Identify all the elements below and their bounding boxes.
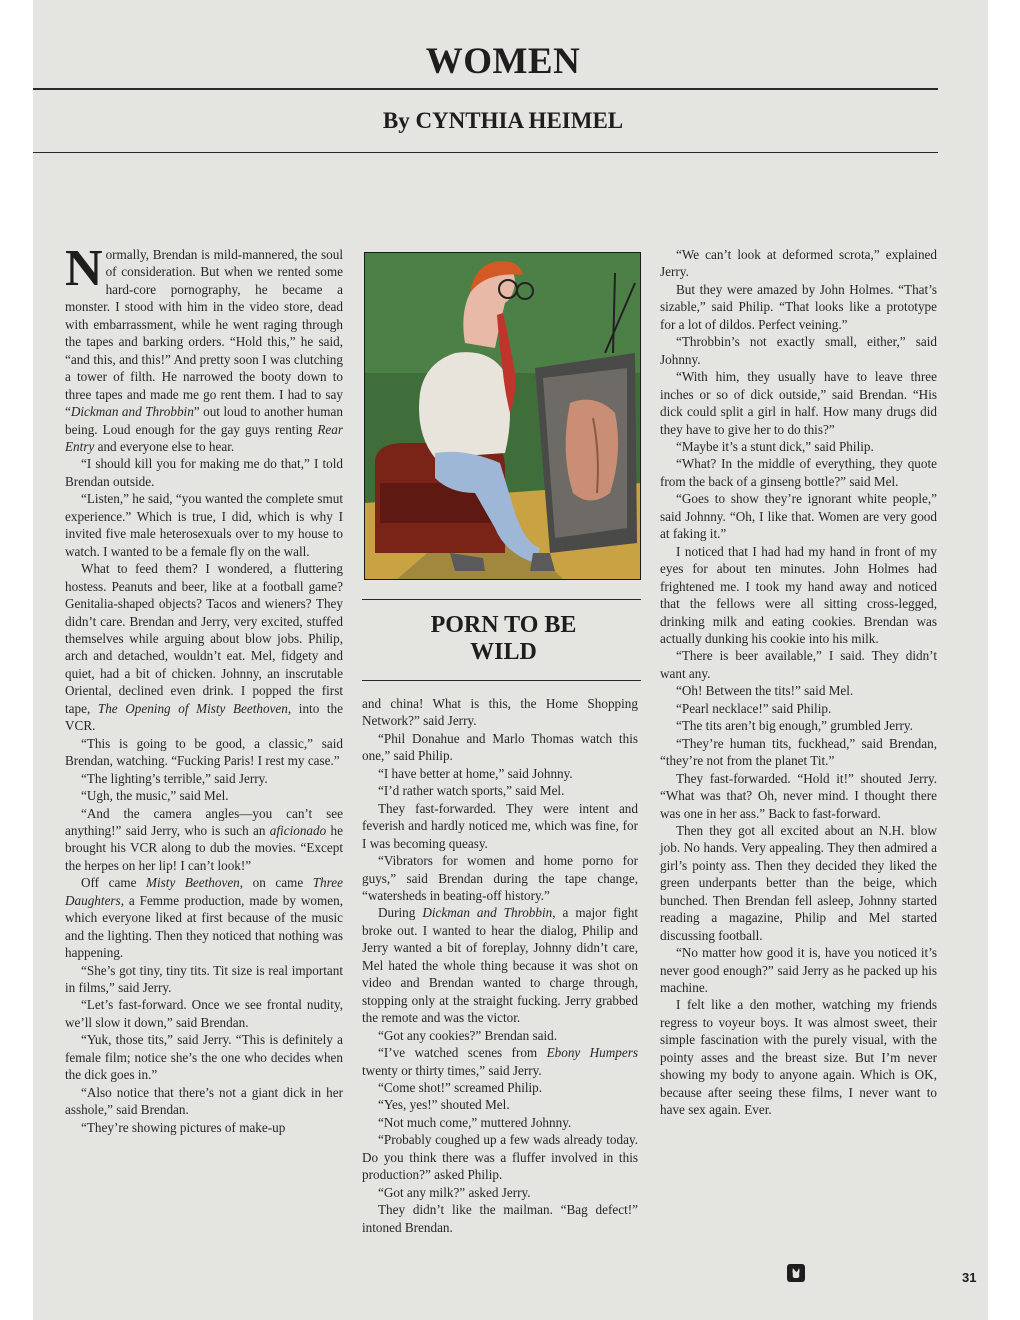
- paragraph: “Got any cookies?” Brendan said.: [378, 1027, 558, 1043]
- paragraph: “Phil Donahue and Marlo Thomas watch this one,” said Philip.: [362, 730, 638, 764]
- byline: By CYNTHIA HEIMEL: [382, 108, 624, 133]
- bunny-logo-icon: [787, 1264, 805, 1282]
- film-title: Ebony Humpers: [546, 1045, 638, 1061]
- title-rule: [33, 88, 938, 90]
- paragraph: “Not much come,” muttered Johnny.: [378, 1114, 572, 1130]
- paragraph: “The tits aren’t big enough,” grumbled Jerry.: [676, 718, 913, 734]
- paragraph: “Yes, yes!” shouted Mel.: [378, 1097, 510, 1113]
- paragraph: “Oh! Between the tits!” said Mel.: [676, 683, 854, 699]
- film-title: The Opening of Misty Beethoven: [97, 700, 288, 716]
- paragraph: “Maybe it’s a stunt dick,” said Philip.: [676, 438, 874, 454]
- illustration-man-watching-tv: [365, 253, 641, 580]
- paragraph: “Let’s fast-forward. Once we see frontal nudity, we’ll slow it down,” said Brendan.: [65, 997, 343, 1030]
- paragraph: During Dickman and Throbbin, a major fight broke out. I wanted to hear the dialog, Philip and Jerry wanted a bit of foreplay, Johnny didn’t care, Mel hated the whole thing because it was shot on video and Brendan wanted to charge through, stopping only at the straight fucking. Jerry grabbed the remote and was the victor.: [362, 905, 638, 1026]
- paragraph: “Yuk, those tits,” said Jerry. “This is definitely a female film; notice she’s the one who decides when the dick goes in.”: [65, 1032, 343, 1083]
- paragraph: “Come shot!” screamed Philip.: [378, 1079, 543, 1095]
- paragraph: “Also notice that there’s not a giant dick in her asshole,” said Brendan.: [65, 1084, 343, 1118]
- paragraph: “Throbbin’s not exactly small, either,” said Johnny.: [660, 334, 937, 367]
- paragraph: “Listen,” he said, “you wanted the complete smut experience.” Which is true, I did, which is why I invited five male heterosexuals over to my house to watch. I wanted to be a female fly on the wall.: [65, 491, 343, 559]
- article-column-1: [65, 240, 343, 1136]
- paragraph: I noticed that I had had my hand in front of my eyes for about ten minutes. John Holmes had frightened me. I took my hand away and noticed that the fellows were all sitting cross-legged, drinking milk and eating cookies. Brendan was actually dunking his cookie into his milk.: [660, 543, 937, 646]
- paragraph: “Got any milk?” asked Jerry.: [378, 1184, 531, 1200]
- paragraph: “They’re human tits, fuckhead,” said Brendan, “they’re not from the planet Tit.”: [660, 735, 937, 769]
- headline-line-1: PORN TO BE: [430, 612, 577, 638]
- headline-bottom-rule: [362, 680, 641, 681]
- article-column-3: [660, 246, 937, 1119]
- paragraph: They fast-forwarded. They were intent and feverish and hardly noticed me, which was fine, for I was becoming queasy.: [362, 800, 638, 851]
- paragraph: “She’s got tiny, tiny tits. Tit size is real important in films,” said Jerry.: [65, 962, 343, 996]
- paragraph: Then they got all excited about an N.H. blow job. No hands. Very appealing. They then admired a girl’s pointy ass. Then they decided they liked the green underpants better than the beige, which bunched. Then Brendan fell asleep, Johnny started reading a magazine, Philip and Mel started discussing football.: [660, 822, 937, 943]
- paragraph: Off came Misty Beethoven, on came Three Daughters, a Femme production, made by women, which everyone liked at first because of the music and the lighting. Then they noticed that nothing was happening.: [65, 875, 343, 961]
- paragraph: What to feed them? I wondered, a fluttering hostess. Peanuts and beer, like at a football game? Genitalia-shaped objects? Tacos and wieners? They didn’t care. Brendan and Jerry, very excited, stuffed themselves while arguing about blow jobs. Philip, arch and detached, wouldn’t eat. Mel, fidgety and quiet, had a bit of chicken. Johnny, an inscrutable Oriental, declined even drink. I popped the first tape, The Opening of Misty Beethoven, into the VCR.: [65, 561, 343, 734]
- paragraph: “I’d rather watch sports,” said Mel.: [378, 783, 565, 799]
- paragraph: “Goes to show they’re ignorant white people,” said Johnny. “Oh, I like that. Women are very good at faking it.”: [660, 491, 937, 542]
- paragraph: “We can’t look at deformed scrota,” explained Jerry.: [660, 247, 937, 280]
- paragraph: “I should kill you for making me do that,” I told Brendan outside.: [65, 456, 343, 489]
- paragraph: “I’ve watched scenes from Ebony Humpers twenty or thirty times,” said Jerry.: [362, 1045, 638, 1078]
- film-title: Misty Beethoven: [146, 875, 240, 891]
- magazine-page: [33, 0, 988, 1320]
- paragraph: “They’re showing pictures of make-up: [81, 1119, 286, 1135]
- article-illustration: [364, 252, 641, 580]
- film-title: Three Daughters: [65, 875, 343, 908]
- article-headline: [362, 612, 645, 666]
- paragraph: They didn’t like the mailman. “Bag defect!” intoned Brendan.: [362, 1202, 638, 1235]
- film-title: Rear Entry: [65, 421, 343, 454]
- film-title: Dickman and Throbbin: [70, 404, 194, 420]
- paragraph: “Probably coughed up a few wads already today. Do you think there was a fluffer involved in this production?” asked Philip.: [362, 1132, 638, 1183]
- film-title: Dickman and Throbbin: [422, 905, 553, 921]
- paragraph: “Ugh, the music,” said Mel.: [81, 788, 229, 804]
- article-column-2: [362, 695, 638, 1236]
- paragraph: Normally, Brendan is mild-mannered, the soul of consideration. But when we rented some hard-core pornography, he became a monster. I stood with him in the video store, dead with embarrassment, while he went raging through the tapes and barking orders. “Hold this,” he said, “and this, and this!” And pretty soon I was clutching a tower of filth. He narrowed the booty down to three tapes and made me go rent them. I had to say “Dickman and Throbbin” out loud to another human being. Loud enough for the gay guys renting Rear Entry and everyone else to hear.: [65, 240, 343, 454]
- paragraph: “There is beer available,” I said. They didn’t want any.: [660, 648, 937, 681]
- paragraph: But they were amazed by John Holmes. “That’s sizable,” said Philip. “That looks like a prototype for a lot of dildos. Perfect veining.”: [660, 281, 937, 332]
- headline-top-rule: [362, 599, 641, 600]
- paragraph: and china! What is this, the Home Shopping Network?” said Jerry.: [362, 696, 638, 729]
- paragraph: “I have better at home,” said Johnny.: [378, 765, 573, 781]
- drop-cap: N: [65, 240, 103, 297]
- page-number: 31: [962, 1270, 977, 1285]
- paragraph: “The lighting’s terrible,” said Jerry.: [81, 770, 268, 786]
- paragraph: “Vibrators for women and home porno for guys,” said Brendan during the tape change, “watersheds in beating-off history.”: [362, 853, 638, 903]
- paragraph: “What? In the middle of everything, they quote from the back of a ginseng bottle?” said Mel.: [660, 456, 937, 489]
- section-title: WOMEN: [425, 41, 581, 82]
- byline-rule: [33, 152, 938, 153]
- paragraph: “And the camera angles—you can’t see anything!” said Jerry, who is such an aficionado he brought his VCR along to dub the movies. “Except the herpes on her lip! I can’t look!”: [65, 805, 343, 873]
- paragraph: “Pearl necklace!” said Philip.: [676, 700, 832, 716]
- paragraph: “With him, they usually have to leave three inches or so of dick outside,” said Brendan. “His dick could split a girl in half. How many drugs did they have to give her to do this?”: [660, 369, 937, 437]
- paragraph: “This is going to be good, a classic,” said Brendan, watching. “Fucking Paris! I rest my case.”: [65, 735, 343, 769]
- headline-line-2: WILD: [470, 639, 537, 665]
- paragraph: I felt like a den mother, watching my friends regress to voyeur boys. It was almost sweet, their simple fascination with the purely visual, with the pointy asses and the breast size. But I’m never showing my body to anyone again. Which is OK, because after seeing these films, I never want to have sex again. Ever.: [660, 997, 937, 1118]
- paragraph: They fast-forwarded. “Hold it!” shouted Jerry. “What was that? Oh, never mind. I thought there was one in her ass.” Back to fast-forward.: [660, 770, 937, 821]
- paragraph: “No matter how good it is, have you noticed it’s never good enough?” said Jerry as he packed up his machine.: [660, 945, 937, 996]
